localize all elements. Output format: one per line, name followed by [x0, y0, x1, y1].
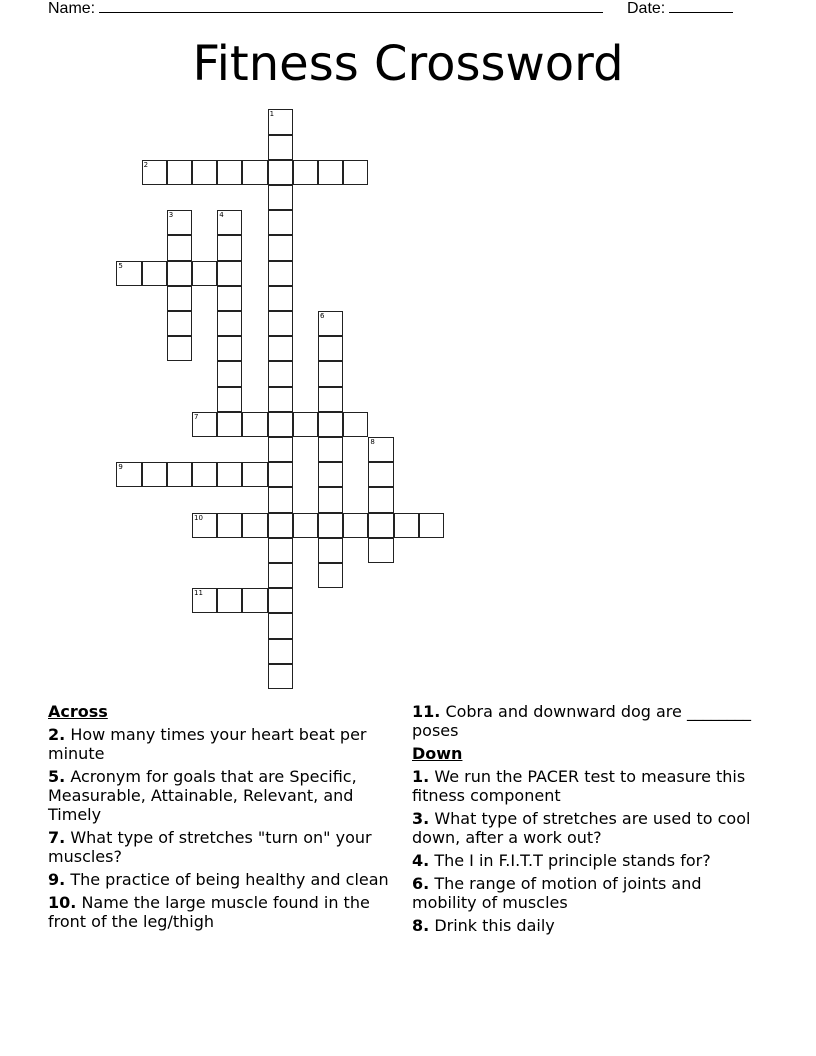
cell-number: 8 [370, 438, 375, 446]
grid-cell[interactable] [116, 261, 141, 286]
grid-cell[interactable] [343, 513, 368, 538]
grid-cell[interactable] [268, 109, 293, 134]
date-blank[interactable] [669, 0, 733, 13]
grid-cell[interactable] [217, 286, 242, 311]
name-label: Name: [48, 0, 96, 17]
name-field[interactable] [48, 0, 603, 18]
grid-cell[interactable] [268, 311, 293, 336]
grid-cell[interactable] [192, 513, 217, 538]
grid-cell[interactable] [167, 210, 192, 235]
grid-cell[interactable] [217, 311, 242, 336]
grid-cell[interactable] [217, 160, 242, 185]
grid-cell[interactable] [242, 462, 267, 487]
grid-cell[interactable] [167, 286, 192, 311]
grid-cell[interactable] [368, 487, 393, 512]
grid-cell[interactable] [343, 412, 368, 437]
grid-cell[interactable] [318, 513, 343, 538]
grid-cell[interactable] [217, 235, 242, 260]
grid-cell[interactable] [167, 235, 192, 260]
grid-cell[interactable] [318, 387, 343, 412]
grid-cell[interactable] [268, 588, 293, 613]
grid-cell[interactable] [217, 513, 242, 538]
across-heading: Across [48, 702, 108, 721]
grid-cell[interactable] [318, 462, 343, 487]
grid-cell[interactable] [368, 437, 393, 462]
grid-cell[interactable] [167, 160, 192, 185]
cell-number: 4 [219, 211, 224, 220]
clue-down-4: 4. The I in F.I.T.T principle stands for? [412, 851, 711, 870]
grid-cell[interactable] [268, 135, 293, 160]
cell-number: 6 [320, 312, 325, 320]
clue-across-5: 5. Acronym for goals that are Specific, Measurable, Attainable, Relevant, and Timely [48, 767, 357, 824]
grid-cell[interactable] [192, 160, 217, 185]
grid-cell[interactable] [419, 513, 444, 538]
grid-cell[interactable] [318, 336, 343, 361]
clue-down-8: 8. Drink this daily [412, 916, 555, 935]
grid-cell[interactable] [394, 513, 419, 538]
grid-cell[interactable] [293, 160, 318, 185]
cell-number: 7 [194, 412, 199, 421]
grid-cell[interactable] [142, 261, 167, 286]
clue-down-3: 3. What type of stretches are used to cool down, after a work out? [412, 809, 751, 847]
grid-cell[interactable] [368, 513, 393, 538]
grid-cell[interactable] [268, 437, 293, 462]
grid-cell[interactable] [242, 412, 267, 437]
clues-column-left [48, 702, 403, 935]
grid-cell[interactable] [368, 538, 393, 563]
clues-column-right [412, 702, 762, 939]
grid-cell[interactable] [268, 185, 293, 210]
cell-number: 11 [194, 589, 203, 598]
grid-cell[interactable] [167, 311, 192, 336]
grid-cell[interactable] [268, 664, 293, 689]
cell-number: 5 [118, 261, 123, 270]
grid-cell[interactable] [268, 387, 293, 412]
grid-cell[interactable] [217, 387, 242, 412]
clue-across-9: 9. The practice of being healthy and clean [48, 870, 389, 889]
grid-cell[interactable] [217, 336, 242, 361]
grid-cell[interactable] [293, 412, 318, 437]
date-field[interactable] [627, 0, 733, 18]
cell-number: 10 [194, 513, 203, 522]
clue-across-7: 7. What type of stretches "turn on" your muscles? [48, 828, 372, 866]
grid-cell[interactable] [318, 311, 343, 336]
grid-cell[interactable] [192, 261, 217, 286]
grid-cell[interactable] [268, 361, 293, 386]
clue-across-2: 2. How many times your heart beat per minute [48, 725, 367, 763]
grid-cell[interactable] [268, 261, 293, 286]
grid-cell[interactable] [142, 462, 167, 487]
grid-cell[interactable] [116, 462, 141, 487]
grid-cell[interactable] [343, 160, 368, 185]
grid-cell[interactable] [167, 462, 192, 487]
grid-cell[interactable] [318, 563, 343, 588]
grid-cell[interactable] [268, 235, 293, 260]
page-title: Fitness Crossword [192, 36, 624, 92]
grid-cell[interactable] [167, 261, 192, 286]
grid-cell[interactable] [268, 462, 293, 487]
grid-cell[interactable] [268, 513, 293, 538]
grid-cell[interactable] [192, 588, 217, 613]
cell-number: 3 [168, 211, 174, 220]
name-blank[interactable] [99, 0, 603, 13]
grid-cell[interactable] [268, 613, 293, 638]
clue-down-6: 6. The range of motion of joints and mobility of muscles [412, 874, 702, 912]
cell-number: 1 [269, 110, 275, 119]
grid-cell[interactable] [242, 513, 267, 538]
grid-cell[interactable] [268, 412, 293, 437]
grid-cell[interactable] [217, 462, 242, 487]
grid-cell[interactable] [268, 210, 293, 235]
cell-number: 9 [118, 463, 123, 472]
grid-cell[interactable] [242, 588, 267, 613]
grid-cell[interactable] [318, 487, 343, 512]
date-label: Date: [627, 0, 666, 17]
grid-cell[interactable] [318, 538, 343, 563]
grid-cell[interactable] [318, 412, 343, 437]
grid-cell[interactable] [192, 462, 217, 487]
grid-cell[interactable] [217, 210, 242, 235]
clue-across-11: 11. Cobra and downward dog are ________ poses [412, 702, 751, 740]
grid-cell[interactable] [268, 160, 293, 185]
grid-cell[interactable] [217, 588, 242, 613]
grid-cell[interactable] [167, 336, 192, 361]
cell-number: 2 [143, 160, 149, 169]
grid-cell[interactable] [268, 563, 293, 588]
grid-cell[interactable] [217, 412, 242, 437]
grid-cell[interactable] [268, 286, 293, 311]
clue-down-1: 1. We run the PACER test to measure this fitness component [412, 767, 746, 805]
grid-cell[interactable] [318, 160, 343, 185]
grid-cell[interactable] [142, 160, 167, 185]
grid-cell[interactable] [368, 462, 393, 487]
grid-cell[interactable] [217, 261, 242, 286]
grid-cell[interactable] [268, 336, 293, 361]
grid-cell[interactable] [318, 437, 343, 462]
grid-cell[interactable] [242, 160, 267, 185]
grid-cell[interactable] [318, 361, 343, 386]
grid-cell[interactable] [268, 487, 293, 512]
grid-cell[interactable] [293, 513, 318, 538]
clue-across-10: 10. Name the large muscle found in the front of the leg/thigh [48, 893, 370, 931]
grid-cell[interactable] [217, 361, 242, 386]
down-heading: Down [412, 744, 463, 763]
grid-cell[interactable] [192, 412, 217, 437]
grid-cell[interactable] [268, 538, 293, 563]
grid-cell[interactable] [268, 639, 293, 664]
